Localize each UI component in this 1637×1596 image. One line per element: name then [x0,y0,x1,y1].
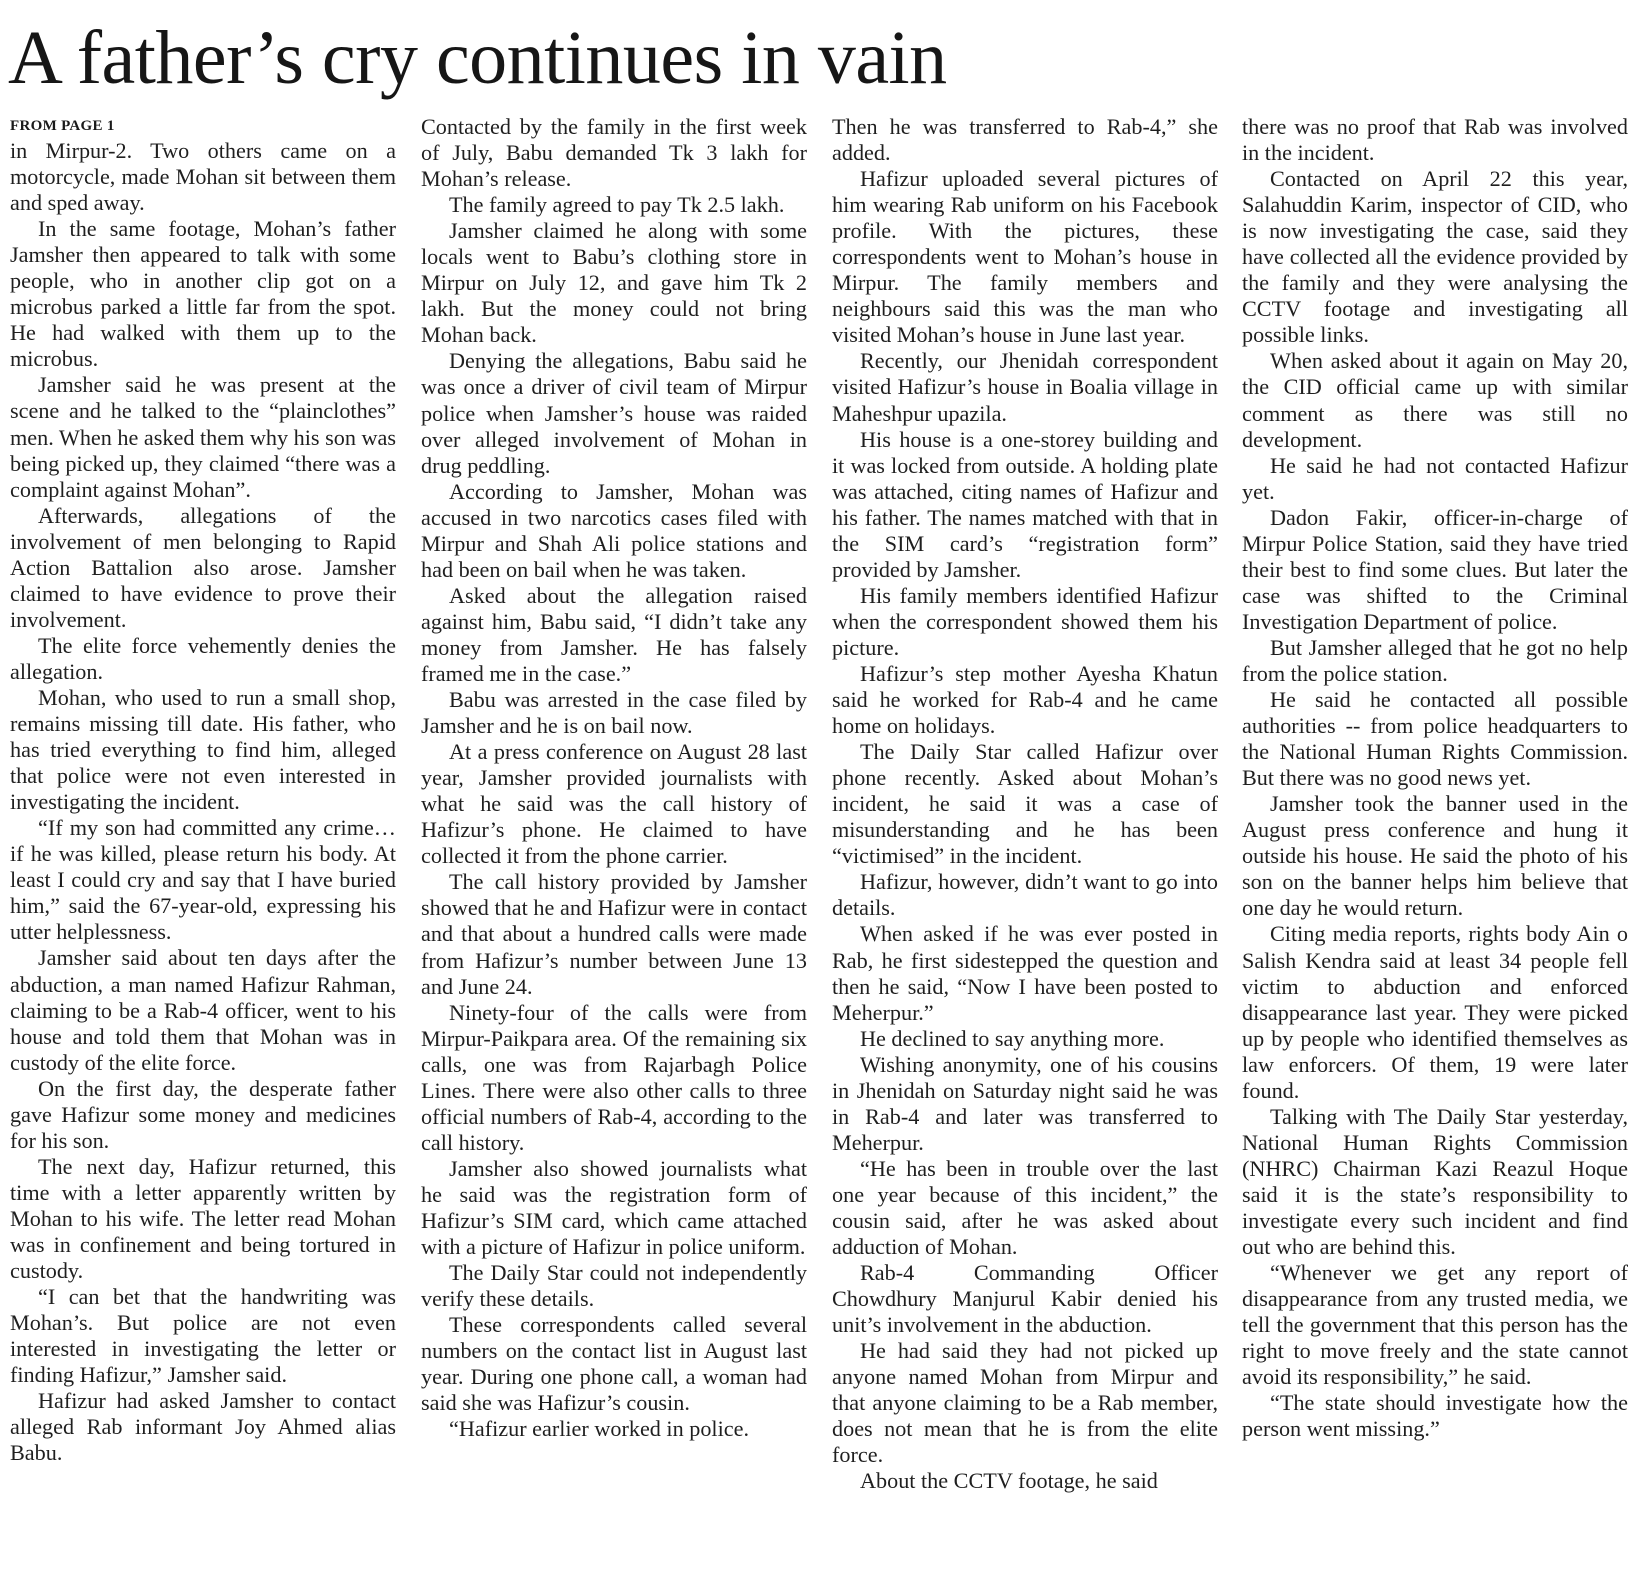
article-paragraph: Afterwards, allegations of the involvement of men belonging to Rapid Action Battalion also arose. Jamsher claimed to have evidence to prove their involvement. [10,502,396,632]
article-paragraph: Contacted by the family in the first week of July, Babu demanded Tk 3 lakh for Mohan’s release. [421,114,807,192]
article-paragraph: The next day, Hafizur returned, this time with a letter apparently written by Mohan to his wife. The letter read Mohan was in confinement and being tortured in custody. [10,1153,396,1284]
article-paragraph: Denying the allegations, Babu said he was once a driver of civil team of Mirpur police when Jamsher’s house was raided over alleged involvement of Mohan in drug peddling. [421,348,807,478]
article-column-3 [832,114,1218,1580]
article-paragraph: Then he was transferred to Rab-4,” she added. [832,114,1218,166]
article-paragraph: there was no proof that Rab was involved in the incident. [1242,114,1628,166]
article-column-1 [10,114,396,1580]
article-paragraph: Wishing anonymity, one of his cousins in Jhenidah on Saturday night said he was in Rab-4 and later was transferred to Meherpur. [832,1051,1218,1155]
article-paragraph: At a press conference on August 28 last year, Jamsher provided journalists with what he said was the call history of Hafizur’s phone. He claimed to have collected it from the phone carrier. [421,739,807,869]
article-paragraph: The Daily Star called Hafizur over phone recently. Asked about Mohan’s incident, he said it was a case of misunderstanding and he has been “victimised” in the incident. [832,739,1218,869]
article-paragraph: The elite force vehemently denies the allegation. [10,632,396,684]
article-paragraph: in Mirpur-2. Two others came on a motorcycle, made Mohan sit between them and sped away. [10,138,396,216]
article-paragraph: Jamsher took the banner used in the August press conference and hung it outside his house. He said the photo of his son on the banner helps him believe that one day he would return. [1242,791,1628,921]
article-paragraph: Rab-4 Commanding Officer Chowdhury Manjurul Kabir denied his unit’s involvement in the abduction. [832,1260,1218,1338]
article-paragraph: Talking with The Daily Star yesterday, National Human Rights Commission (NHRC) Chairman Kazi Reazul Hoque said it is the state’s responsibility to investigate every such incident and find out who are behind this. [1242,1103,1628,1260]
article-paragraph: Jamsher said about ten days after the abduction, a man named Hafizur Rahman, claiming to be a Rab-4 officer, went to his house and told them that Mohan was in custody of the elite force. [10,945,396,1075]
article-paragraph: Hafizur had asked Jamsher to contact alleged Rab informant Joy Ahmed alias Babu. [10,1388,396,1466]
article-paragraph: “The state should investigate how the person went missing.” [1242,1390,1628,1442]
article-paragraph: He said he had not contacted Hafizur yet. [1242,452,1628,504]
article-paragraph: Hafizur’s step mother Ayesha Khatun said he worked for Rab-4 and he came home on holidays. [832,660,1218,739]
article-paragraph: The Daily Star could not independently verify these details. [421,1260,807,1312]
article-paragraph: According to Jamsher, Mohan was accused in two narcotics cases filed with Mirpur and Shah Ali police stations and had been on bail when he was taken. [421,478,807,582]
article-headline: A father’s cry continues in vain [8,16,947,100]
article-paragraph: His family members identified Hafizur when the correspondent showed them his picture. [832,582,1218,660]
article-paragraph: When asked about it again on May 20, the CID official came up with similar comment as there was still no development. [1242,348,1628,452]
article-paragraph: His house is a one-storey building and it was locked from outside. A holding plate was attached, citing names of Hafizur and his father. The names matched with that in the SIM card’s “registration form” provided by Jamsher. [832,426,1218,582]
jump-line: FROM PAGE 1 [10,118,115,134]
article-paragraph: Ninety-four of the calls were from Mirpur-Paikpara area. Of the remaining six calls, one was from Rajarbagh Police Lines. There were also other calls to three official numbers of Rab-4, according to the call history. [421,999,807,1155]
article-paragraph: These correspondents called several numbers on the contact list in August last year. During one phone call, a woman had said she was Hafizur’s cousin. [421,1312,807,1416]
article-paragraph: When asked if he was ever posted in Rab, he first sidestepped the question and then he said, “Now I have been posted to Meherpur.” [832,921,1218,1025]
article-paragraph: “He has been in trouble over the last one year because of this incident,” the cousin said, after he was asked about adduction of Mohan. [832,1155,1218,1260]
article-paragraph: “If my son had committed any crime…if he was killed, please return his body. At least I could cry and say that I have buried him,” said the 67-year-old, expressing his utter helplessness. [10,815,396,945]
article-paragraph: The call history provided by Jamsher showed that he and Hafizur were in contact and that about a hundred calls were made from Hafizur’s number between June 13 and June 24. [421,869,807,999]
article-paragraph: Jamsher claimed he along with some locals went to Babu’s clothing store in Mirpur on July 12, and gave him Tk 2 lakh. But the money could not bring Mohan back. [421,218,807,348]
article-paragraph: Hafizur, however, didn’t want to go into details. [832,869,1218,921]
article-column-4 [1242,114,1628,1580]
article-paragraph: On the first day, the desperate father gave Hafizur some money and medicines for his son. [10,1075,396,1153]
article-paragraph: Citing media reports, rights body Ain o Salish Kendra said at least 34 people fell victim to abduction and enforced disappearance last year. They were picked up by people who identified themselves as law enforcers. Of them, 19 were later found. [1242,921,1628,1103]
article-paragraph: He declined to say anything more. [860,1025,1165,1051]
article-paragraph: Jamsher said he was present at the scene and he talked to the “plainclothes” men. When he asked them why his son was being picked up, they claimed “there was a complaint against Mohan”. [10,372,396,502]
article-paragraph: Hafizur uploaded several pictures of him wearing Rab uniform on his Facebook profile. With the pictures, these correspondents went to Mohan’s house in Mirpur. The family members and neighbours said this was the man who visited Mohan’s house in June last year. [832,166,1218,348]
article-paragraph: Jamsher also showed journalists what he said was the registration form of Hafizur’s SIM card, which came attached with a picture of Hafizur in police uniform. [421,1155,807,1260]
article-paragraph: About the CCTV footage, he said [860,1468,1158,1494]
article-paragraph: “Hafizur earlier worked in police. [449,1416,749,1442]
article-paragraph: Contacted on April 22 this year, Salahuddin Karim, inspector of CID, who is now investigating the case, said they have collected all the evidence provided by the family and they were analysing the CCTV footage and investigating all possible links. [1242,166,1628,348]
article-paragraph: Babu was arrested in the case filed by Jamsher and he is on bail now. [421,687,807,739]
article-paragraph: Asked about the allegation raised against him, Babu said, “I didn’t take any money from Jamsher. He has falsely framed me in the case.” [421,582,807,686]
article-paragraph: He had said they had not picked up anyone named Mohan from Mirpur and that anyone claiming to be a Rab member, does not mean that he is from the elite force. [832,1338,1218,1468]
article-column-2 [421,114,807,1580]
article-paragraph: The family agreed to pay Tk 2.5 lakh. [449,192,785,218]
article-paragraph: But Jamsher alleged that he got no help from the police station. [1242,634,1628,686]
article-paragraph: He said he contacted all possible authorities -- from police headquarters to the National Human Rights Commission. But there was no good news yet. [1242,687,1628,791]
article-paragraph: In the same footage, Mohan’s father Jamsher then appeared to talk with some people, who in another clip got on a microbus parked a little far from the spot. He had walked with them up to the microbus. [10,216,396,372]
article-paragraph: Dadon Fakir, officer-in-charge of Mirpur Police Station, said they have tried their best to find some clues. But later the case was shifted to the Criminal Investigation Department of police. [1242,504,1628,634]
article-paragraph: Recently, our Jhenidah correspondent visited Hafizur’s house in Boalia village in Maheshpur upazila. [832,348,1218,426]
article-paragraph: “Whenever we get any report of disappearance from any trusted media, we tell the government that this person has the right to move freely and the state cannot avoid its responsibility,” he said. [1242,1260,1628,1390]
article-paragraph: “I can bet that the handwriting was Mohan’s. But police are not even interested in investigating the letter or finding Hafizur,” Jamsher said. [10,1284,396,1388]
article-paragraph: Mohan, who used to run a small shop, remains missing till date. His father, who has tried everything to find him, alleged that police were not even interested in investigating the incident. [10,684,396,815]
